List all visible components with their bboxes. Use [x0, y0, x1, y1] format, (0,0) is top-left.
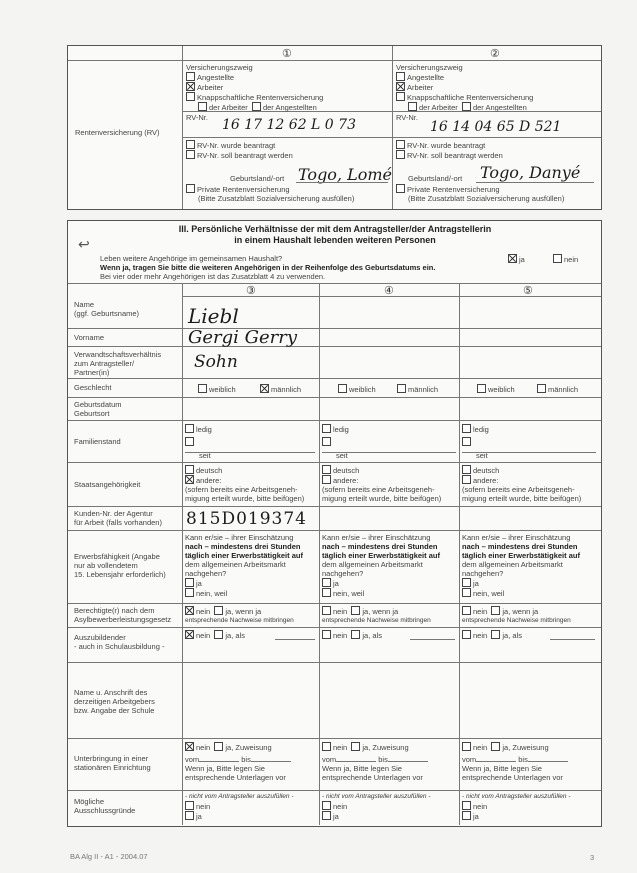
col4-single-checkbox[interactable] — [322, 424, 331, 433]
household-instruction-2: Bei vier oder mehr Angehörigen ist das Zusatzblatt 4 zu verwenden. — [100, 272, 326, 281]
label-firstname: Vorname — [74, 333, 105, 342]
col2-insurance-branch: Versicherungszweig Angestellte Arbeiter Knappschaftliche Rentenversicherung der Arbeiter der Angestellten — [396, 63, 534, 112]
label-relation: Verwandtschaftsverhältnis — [74, 350, 162, 359]
col2-miner-worker-checkbox[interactable] — [408, 102, 417, 111]
label-inpatient: Unterbringung in einer — [74, 754, 149, 763]
col1-employee-checkbox[interactable] — [186, 72, 195, 81]
col4-inpatient-yes[interactable] — [351, 742, 360, 751]
column-5-number: ⑤ — [523, 285, 533, 297]
col4-asylum-yes[interactable] — [351, 606, 360, 615]
label-family-status: Familienstand — [74, 437, 121, 446]
col4-exclusion-no[interactable] — [322, 801, 331, 810]
col5-asylum-yes[interactable] — [491, 606, 500, 615]
col5-employable: Kann er/sie – ihrer Einschätzung nach – mindestens drei Stunden täglich einer Erwerbstätigkeit auf dem allgemeinen Arbeitsmarkt nachgehen? ja nein, weil — [462, 533, 580, 598]
label-customer-nr: Kunden-Nr. der Agentur — [74, 509, 153, 518]
col5-single-checkbox[interactable] — [462, 424, 471, 433]
col5-asylum-no[interactable] — [462, 606, 471, 615]
label-trainee: Auszubildender — [74, 633, 126, 642]
section3-title: III. Persönliche Verhältnisse der mit dem Antragsteller/der Antragstellerin in einem Haushalt lebenden weiteren Personen — [178, 224, 492, 245]
label-exclusion: Mögliche — [74, 797, 105, 806]
column-4-number: ④ — [384, 285, 394, 297]
col1-rv-requested-checkbox[interactable] — [186, 140, 195, 149]
col4-asylum-no[interactable] — [322, 606, 331, 615]
col3-inpatient-yes[interactable] — [214, 742, 223, 751]
col2-private-pension-checkbox[interactable] — [396, 184, 405, 193]
col5-trainee-no[interactable] — [462, 630, 471, 639]
col4-german-checkbox[interactable] — [322, 465, 331, 474]
col5-exclusion-yes[interactable] — [462, 811, 471, 820]
col1-miner-employee-checkbox[interactable] — [252, 102, 261, 111]
col3-other-status-checkbox[interactable] — [185, 437, 194, 446]
col2-rv-to-request-checkbox[interactable] — [396, 150, 405, 159]
col4-employable: Kann er/sie – ihrer Einschätzung nach – mindestens drei Stunden täglich einer Erwerbstätigkeit auf dem allgemeinen Arbeitsmarkt nachgehen? ja nein, weil — [322, 533, 440, 598]
pension-row-label: Rentenversicherung (RV) — [75, 128, 160, 137]
col4-inpatient-no[interactable] — [322, 742, 331, 751]
label-gender: Geschlecht — [74, 383, 112, 392]
col3-exclusion-no[interactable] — [185, 801, 194, 810]
column-1-number: ① — [282, 48, 292, 60]
col3-female-checkbox[interactable] — [198, 384, 207, 393]
col1-private-pension-checkbox[interactable] — [186, 184, 195, 193]
col1-birthplace-value[interactable]: Togo, Lomé — [298, 165, 393, 184]
col2-miner-employee-checkbox[interactable] — [462, 102, 471, 111]
col3-trainee-yes[interactable] — [214, 630, 223, 639]
col3-other-nationality-checkbox[interactable] — [185, 475, 194, 484]
col3-single-checkbox[interactable] — [185, 424, 194, 433]
col3-relation-value[interactable]: Sohn — [194, 352, 238, 372]
label-birthdate: Geburtsdatum — [74, 400, 122, 409]
col3-german-checkbox[interactable] — [185, 465, 194, 474]
label-name-sub: (ggf. Geburtsname) — [74, 309, 140, 318]
col1-miner-worker-checkbox[interactable] — [198, 102, 207, 111]
column-2-number: ② — [490, 48, 500, 60]
col5-inpatient-no[interactable] — [462, 742, 471, 751]
household-instruction: Wenn ja, tragen Sie bitte die weiteren Angehörigen in der Reihenfolge des Geburtsdatums ein. — [100, 263, 436, 272]
col2-rv-requested-checkbox[interactable] — [396, 140, 405, 149]
col5-employable-no[interactable] — [462, 588, 471, 597]
label-employer: Name u. Anschrift des — [74, 688, 148, 697]
label-employable: Erwerbsfähigkeit (Angabe — [74, 552, 160, 561]
label-birthplace: Geburtsort — [74, 409, 110, 418]
col2-rv-nr-value[interactable]: 16 14 04 65 D 521 — [430, 119, 562, 135]
col3-employable: Kann er/sie – ihrer Einschätzung nach – mindestens drei Stunden täglich einer Erwerbstätigkeit auf dem allgemeinen Arbeitsmarkt nachgehen? ja nein, weil — [185, 533, 303, 598]
col5-inpatient-yes[interactable] — [491, 742, 500, 751]
label-asylum: Berechtigte(r) nach dem — [74, 606, 155, 615]
col5-exclusion-no[interactable] — [462, 801, 471, 810]
col5-german-checkbox[interactable] — [462, 465, 471, 474]
col3-employable-no[interactable] — [185, 588, 194, 597]
col1-birthplace-label: Geburtsland/-ort — [230, 174, 285, 183]
col5-employable-yes[interactable] — [462, 578, 471, 587]
arrow-return-icon: ↩ — [78, 236, 90, 252]
col4-employable-yes[interactable] — [322, 578, 331, 587]
col3-asylum-yes[interactable] — [214, 606, 223, 615]
col1-worker-checkbox[interactable] — [186, 82, 195, 91]
page-number: 3 — [590, 853, 595, 862]
col5-other-status-checkbox[interactable] — [462, 437, 471, 446]
col5-trainee-yes[interactable] — [491, 630, 500, 639]
household-yes-checkbox[interactable] — [508, 254, 517, 263]
col3-trainee-no[interactable] — [185, 630, 194, 639]
label-name: Name — [74, 300, 95, 309]
col3-firstname-value[interactable]: Gergi Gerry — [188, 327, 298, 348]
column-3-number: ③ — [246, 285, 256, 297]
form-id: BA Alg II - A1 - 2004.07 — [70, 852, 148, 861]
col2-birthplace-value[interactable]: Togo, Danyé — [480, 163, 581, 182]
col3-inpatient-no[interactable] — [185, 742, 194, 751]
col4-male-checkbox[interactable] — [397, 384, 406, 393]
col1-rv-nr-value[interactable]: 16 17 12 62 L 0 73 — [222, 117, 356, 133]
col4-other-nationality-checkbox[interactable] — [322, 475, 331, 484]
col2-worker-checkbox[interactable] — [396, 82, 405, 91]
col4-trainee-yes[interactable] — [351, 630, 360, 639]
household-no-checkbox[interactable] — [553, 254, 562, 263]
col3-exclusion-yes[interactable] — [185, 811, 194, 820]
col5-female-checkbox[interactable] — [477, 384, 486, 393]
col1-miners-checkbox[interactable] — [186, 92, 195, 101]
col4-exclusion-yes[interactable] — [322, 811, 331, 820]
household-question: Leben weitere Angehörige im gemeinsamen Haushalt? — [100, 254, 283, 263]
col4-employable-no[interactable] — [322, 588, 331, 597]
col3-employable-yes[interactable] — [185, 578, 194, 587]
label-nationality: Staatsangehörigkeit — [74, 480, 141, 489]
col2-employee-checkbox[interactable] — [396, 72, 405, 81]
col3-name-value[interactable]: Liebl — [188, 304, 239, 328]
col2-miners-checkbox[interactable] — [396, 92, 405, 101]
col2-rv-nr-label: RV-Nr. — [396, 113, 418, 122]
col3-customer-nr-value[interactable]: 815D019374 — [186, 509, 307, 529]
col1-insurance-branch: Versicherungszweig Angestellte Arbeiter Knappschaftliche Rentenversicherung der Arbeiter der Angestellten — [186, 63, 324, 112]
col1-rv-nr-label: RV-Nr. — [186, 113, 208, 122]
col4-trainee-no[interactable] — [322, 630, 331, 639]
col5-other-nationality-checkbox[interactable] — [462, 475, 471, 484]
col5-male-checkbox[interactable] — [537, 384, 546, 393]
col3-male-checkbox[interactable] — [260, 384, 269, 393]
col1-rv-to-request-checkbox[interactable] — [186, 150, 195, 159]
col3-asylum-no[interactable] — [185, 606, 194, 615]
col4-female-checkbox[interactable] — [338, 384, 347, 393]
col4-other-status-checkbox[interactable] — [322, 437, 331, 446]
col2-birthplace-label: Geburtsland/-ort — [408, 174, 463, 183]
